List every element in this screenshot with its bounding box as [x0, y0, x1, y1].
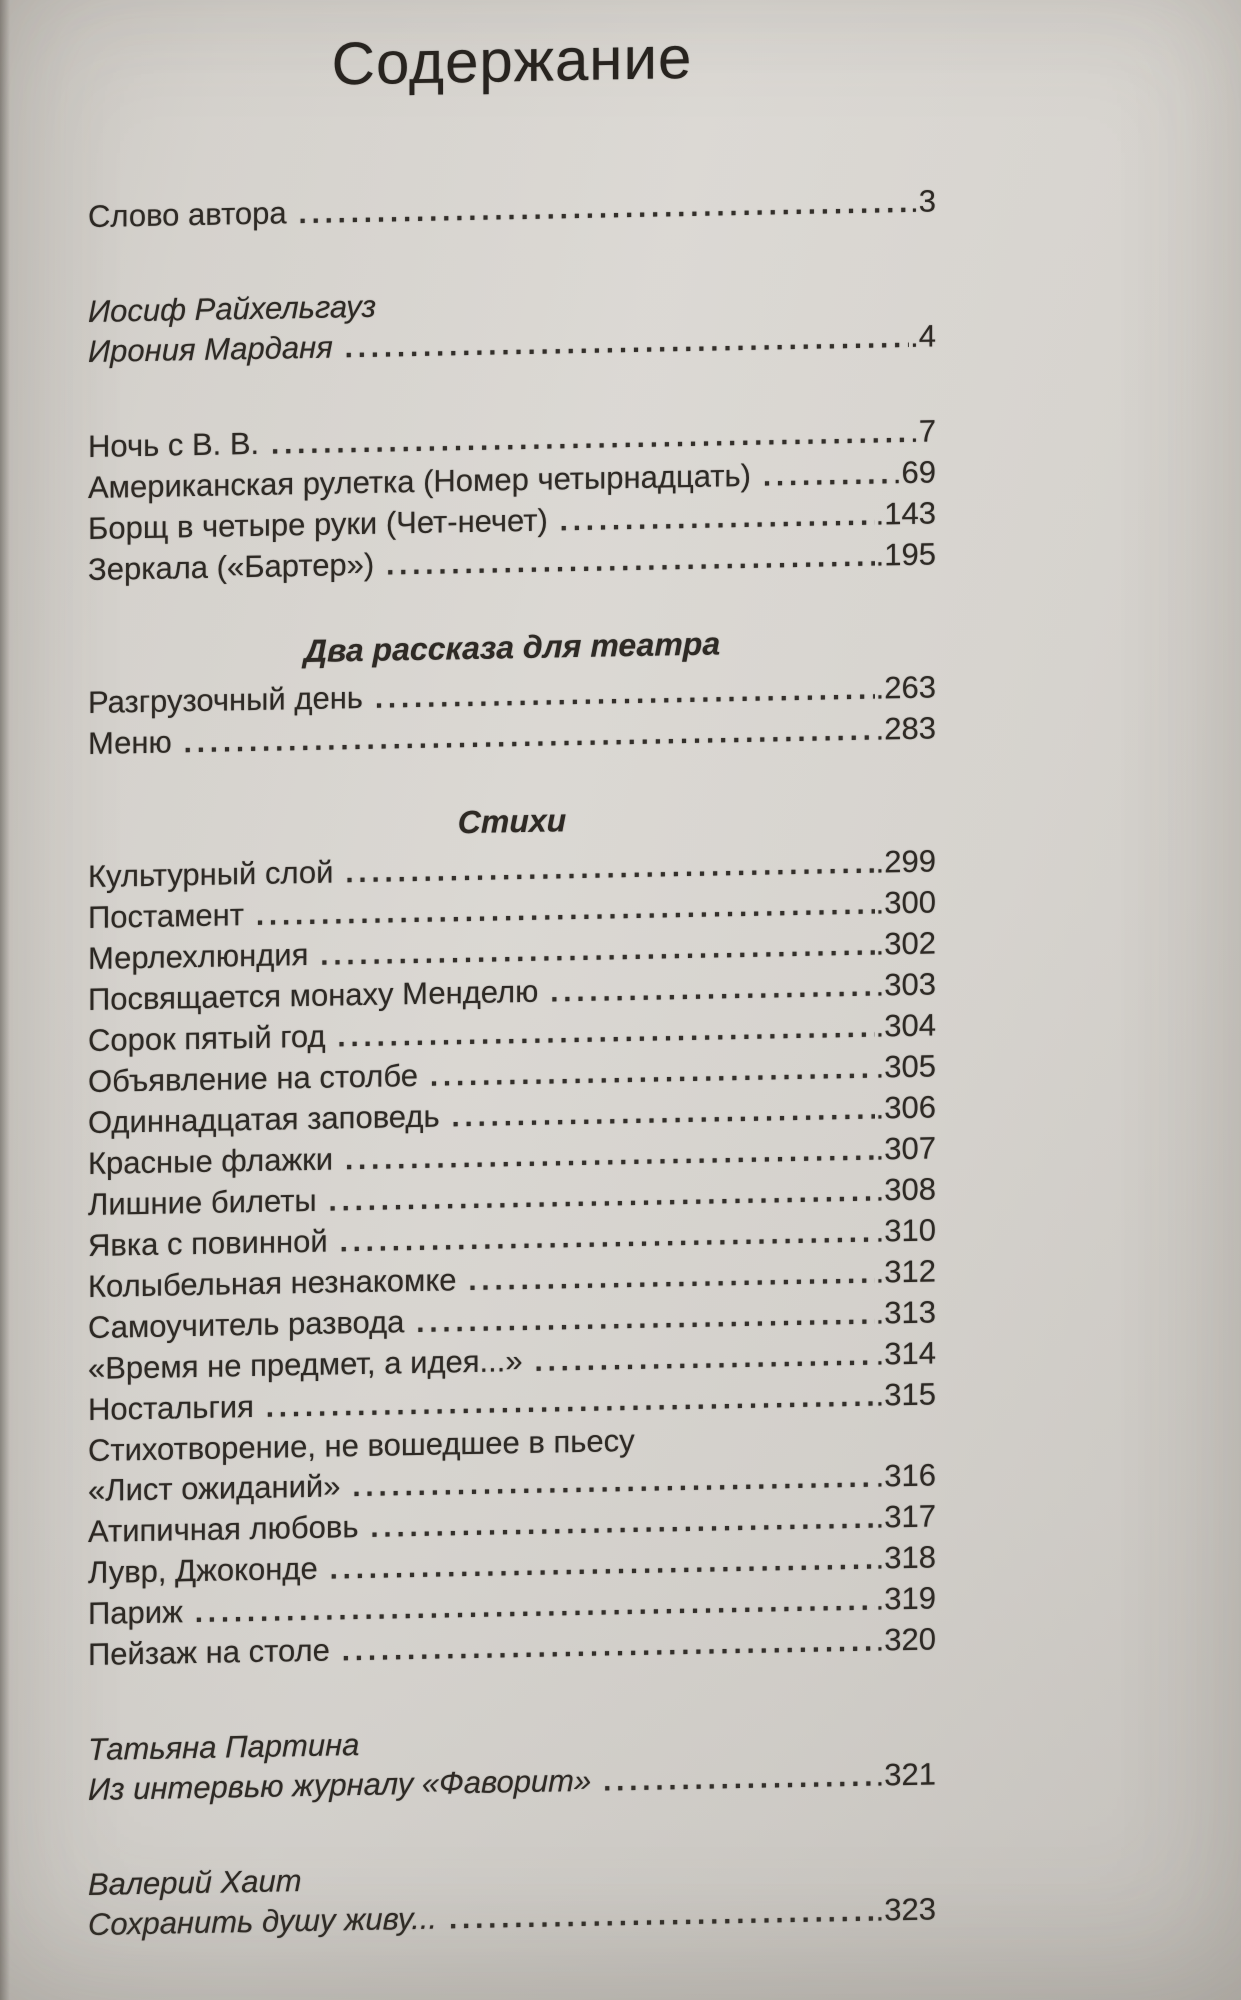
page-number: . 305	[876, 1046, 936, 1087]
entry-title: Американская рулетка (Номер четырнадцать)	[88, 457, 751, 505]
dot-leader	[416, 1295, 874, 1343]
toc-sections	[88, 181, 936, 1946]
entry-title: Из интервью журналу «Фаворит»	[88, 1762, 592, 1807]
page-number: . 303	[876, 964, 936, 1005]
entry-title: Сохранить душу живу...	[88, 1900, 438, 1942]
entry-title: Валерий Хаит	[88, 1863, 302, 1902]
entry-title: Сорок пятый год	[88, 1018, 326, 1058]
entry-title: Мерлехлюндия	[88, 936, 309, 976]
dot-leader	[560, 496, 875, 542]
dot-leader	[430, 1049, 875, 1097]
entry-title: Зеркала («Бартер»)	[88, 546, 375, 587]
entry-title: Культурный слой	[88, 854, 334, 894]
dot-leader	[452, 1090, 875, 1138]
page-number: . 317	[876, 1496, 936, 1537]
toc-section	[88, 1849, 936, 1946]
section-heading: Два рассказа для театра	[303, 625, 721, 670]
page-number: . 315	[876, 1374, 936, 1415]
page-number: . 316	[876, 1455, 936, 1496]
entry-title: Явка с повинной	[88, 1223, 328, 1263]
entry-title: Лувр, Джоконде	[88, 1550, 318, 1590]
page-number: . 307	[876, 1128, 936, 1169]
entry-title: Слово автора	[88, 195, 287, 234]
page-number: . 69	[893, 452, 936, 493]
page-number: . 4	[910, 316, 936, 356]
page-number: . 306	[876, 1087, 936, 1128]
toc-section	[88, 793, 936, 1676]
page-number: . 310	[876, 1210, 936, 1251]
entry-title: Ирония Марданя	[88, 329, 333, 369]
entry-title: Разгрузочный день	[88, 679, 363, 720]
toc-row	[88, 181, 936, 238]
page-number: . 283	[876, 708, 936, 749]
entry-title: «Лист ожиданий»	[88, 1468, 341, 1508]
entry-title: Ночь с В. В.	[88, 425, 260, 464]
page-number: . 323	[876, 1889, 936, 1930]
page-number: . 318	[876, 1537, 936, 1578]
entry-title: Лишние билеты	[88, 1182, 317, 1222]
page-number: . 299	[876, 841, 936, 882]
entry-title: Посвящается монаху Менделю	[88, 973, 539, 1017]
entry-title: Объявление на столбе	[88, 1057, 418, 1099]
dot-leader	[468, 1254, 874, 1301]
toc-section	[88, 411, 936, 591]
toc-section	[88, 619, 936, 765]
table-of-contents	[88, 18, 936, 1946]
dot-leader	[386, 537, 874, 586]
page-number: . 308	[876, 1169, 936, 1210]
dot-leader	[535, 1336, 875, 1382]
entry-title: Постамент	[88, 897, 244, 935]
dot-leader	[342, 1622, 875, 1672]
entry-title: Меню	[88, 724, 172, 761]
entry-title: Колыбельная незнакомке	[88, 1262, 457, 1304]
entry-title: Одиннадцатая заповедь	[88, 1098, 440, 1140]
section-heading: Стихи	[457, 802, 567, 841]
dot-leader	[299, 183, 909, 234]
entry-title: Стихотворение, не вошедшее в пьесу	[88, 1422, 635, 1468]
page-number: . 195	[876, 534, 936, 575]
entry-title: Пейзаж на столе	[88, 1632, 330, 1672]
entry-title: Татьяна Партина	[88, 1727, 360, 1767]
entry-title: Ностальгия	[88, 1388, 254, 1427]
entry-title: Париж	[88, 1594, 183, 1631]
page-number: . 263	[876, 667, 936, 708]
dot-leader	[550, 967, 874, 1013]
page-title: Содержание	[331, 23, 693, 98]
dot-leader	[603, 1757, 874, 1802]
page-number: . 7	[910, 411, 936, 451]
page-number: . 3	[910, 181, 936, 221]
page-number: . 143	[876, 493, 936, 534]
entry-title: «Время не предмет, а идея...»	[88, 1343, 523, 1386]
toc-section	[88, 181, 936, 238]
entry-title: Самоучитель развода	[88, 1304, 405, 1345]
page-number: . 313	[876, 1292, 936, 1333]
dot-leader	[345, 318, 909, 368]
entry-title: Красные флажки	[88, 1141, 334, 1181]
dot-leader	[449, 1892, 875, 1940]
dot-leader	[763, 454, 892, 496]
page-number: . 319	[876, 1578, 936, 1619]
toc-section	[88, 1714, 936, 1811]
toc-section	[88, 276, 936, 373]
page-number: . 300	[876, 882, 936, 923]
page-number: . 304	[876, 1005, 936, 1046]
entry-title: Борщ в четыре руки (Чет-нечет)	[88, 502, 548, 546]
page-number: . 314	[876, 1333, 936, 1374]
entry-title: Атипичная любовь	[88, 1509, 359, 1549]
entry-title: Иосиф Райхельгауз	[88, 288, 377, 329]
page-number: . 321	[876, 1754, 936, 1795]
page-number: . 312	[876, 1251, 936, 1292]
page-number: . 302	[876, 923, 936, 964]
page-number: . 320	[876, 1619, 936, 1660]
